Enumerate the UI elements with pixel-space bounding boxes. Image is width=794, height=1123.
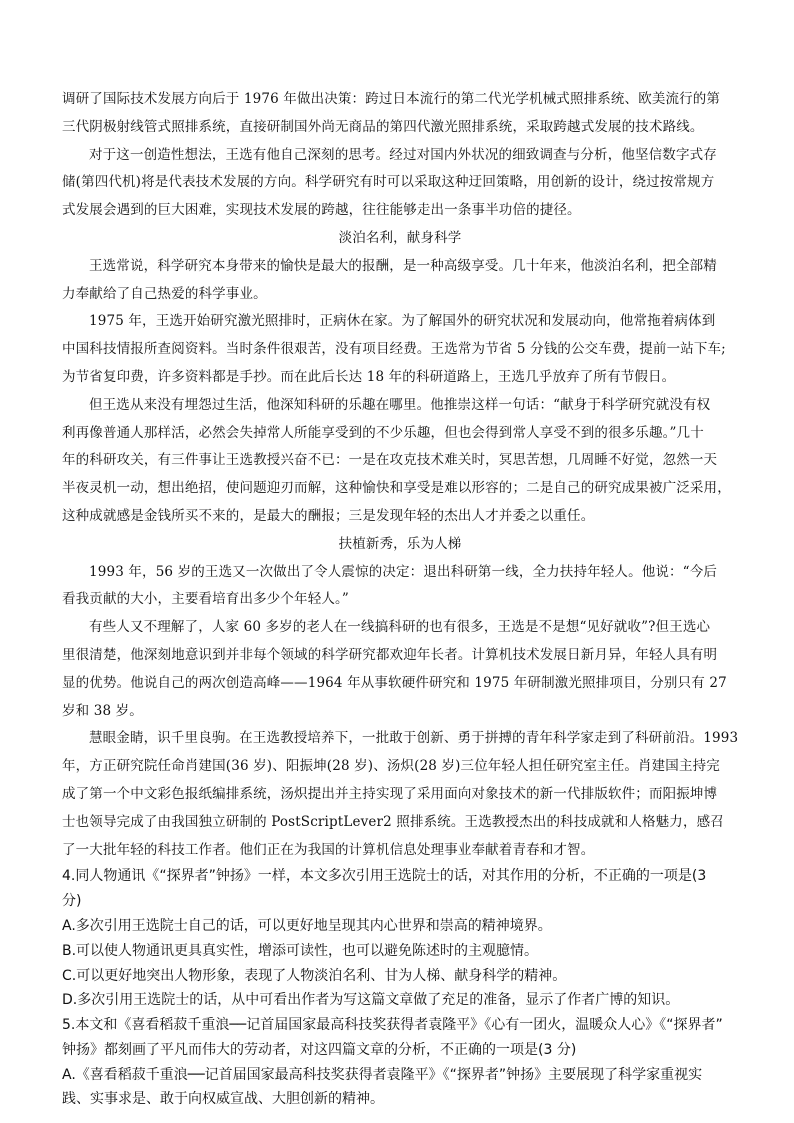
- body-line: 储(第四代机)将是代表技术发展的方向。科学研究有时可以采取这种迂回策略，用创新的设计，绕过按常规方: [62, 174, 715, 191]
- section-heading: 扶植新秀，乐为人梯: [338, 535, 462, 552]
- body-line: 显的优势。他说自己的两次创造高峰——1964 年从事软硬件研究和 1975 年研制激光照排项目，分别只有 27: [62, 674, 727, 691]
- body-line: 但王选从来没有埋怨过生活，他深知科研的乐趣在哪里。他推崇这样一句话：“献身于科学研究就没有权: [89, 396, 711, 413]
- body-line: 半夜灵机一动，想出绝招，使问题迎刃而解，这种愉快和享受是难以形容的；二是自己的研究成果被广泛采用，: [62, 480, 731, 497]
- body-line: 式发展会遇到的巨大困难，实现技术发展的跨越，往往能够走出一条事半功倍的捷径。: [62, 202, 581, 219]
- option-line: A.多次引用王选院士自己的话，可以更好地呈现其内心世界和崇高的精神境界。: [62, 917, 552, 934]
- body-line: 年，方正研究院任命肖建国(36 岁)、阳振坤(28 岁)、汤炽(28 岁)三位年轻人担任研究室主任。肖建国主持完: [62, 758, 720, 775]
- question-line: 钟扬》都刻画了平凡而伟大的劳动者，对这四篇文章的分析，不正确的一项是(3 分): [62, 1041, 577, 1058]
- body-line: 了一大批年轻的科技工作者。他们正在为我国的计算机信息处理事业奉献着青春和才智。: [62, 841, 595, 858]
- body-line: 慧眼金睛，识千里良驹。在王选教授培养下，一批敢于创新、勇于拼搏的青年科学家走到了科研前沿。1993: [89, 730, 739, 747]
- question-line: 5.本文和《喜看稻菽千重浪──记首届国家最高科技奖获得者袁隆平》《心有一团火，温暖众人心》《“探界者”: [62, 1017, 723, 1034]
- body-line: 王选常说，科学研究本身带来的愉快是最大的报酬，是一种高级享受。几十年来，他淡泊名利，把全部精: [89, 257, 717, 274]
- option-line: B.可以使人物通讯更具真实性，增添可读性，也可以避免陈述时的主观臆情。: [62, 942, 539, 959]
- question-line: 分): [62, 893, 82, 910]
- body-line: 成了第一个中文彩色报纸编排系统，汤炽提出并主持实现了采用面向对象技术的新一代排版软件；而阳振坤博: [62, 785, 718, 802]
- body-line: 为节省复印费，许多资料都是手抄。而在此后长达 18 年的科研道路上，王选几乎放弃了所有节假日。: [62, 368, 676, 385]
- body-line: 里很清楚，他深刻地意识到并非每个领域的科学研究都欢迎年长者。计算机技术发展日新月异，年轻人具有明: [62, 646, 718, 663]
- option-line: A.《喜看稻菽千重浪──记首届国家最高科技奖获得者袁隆平》《“探界者”钟扬》主要展现了科学家重视实: [62, 1066, 703, 1083]
- body-line: 岁和 38 岁。: [62, 702, 143, 719]
- body-line: 三代阴极射线管式照排系统，直接研制国外尚无商品的第四代激光照排系统，采取跨越式发展的技术路线。: [62, 118, 704, 135]
- section-heading: 淡泊名利，献身科学: [338, 229, 462, 246]
- question-line: 4.同人物通讯《“探界者”钟扬》一样，本文多次引用王选院士的话，对其作用的分析，不正确的一项是(3: [62, 868, 707, 885]
- option-line: C.可以更好地突出人物形象，表现了人物淡泊名利、甘为人梯、献身科学的精神。: [62, 967, 567, 984]
- body-line: 中国科技情报所查阅资料。当时条件很艰苦，没有项目经费。王选常为节省 5 分钱的公交车费，提前一站下车;: [62, 341, 726, 358]
- body-line: 有些人又不理解了，人家 60 多岁的老人在一线搞科研的也有很多，王选是不是想“见好就收”?但王选心: [89, 619, 711, 636]
- body-line: 士也领导完成了由我国独立研制的 PostScriptLever2 照排系统。王选教授杰出的科技成就和人格魅力，感召: [62, 813, 724, 830]
- option-line: 践、实事求是、敢于向权威宣战、大胆创新的精神。: [62, 1091, 384, 1108]
- body-line: 年的科研攻关，有三件事让王选教授兴奋不已：一是在攻克技术难关时，冥思苦想，几周睡不好觉，忽然一天: [62, 452, 718, 469]
- body-line: 1993 年，56 岁的王选又一次做出了令人震惊的决定：退出科研第一线，全力扶持年轻人。他说：“今后: [89, 563, 718, 580]
- document-page: [62, 86, 738, 1112]
- body-line: 这种成就感是金钱所买不来的，是最大的酬报；三是发现年轻的杰出人才并委之以重任。: [62, 507, 595, 524]
- body-line: 对于这一创造性想法，王选有他自己深刻的思考。经过对国内外状况的细致调查与分析，他坚信数字式存: [89, 146, 717, 163]
- option-line: D.多次引用王选院士的话，从中可看出作者为写这篇文章做了充足的准备，显示了作者广博的知识。: [62, 992, 680, 1009]
- body-line: 看我贡献的大小，主要看培育出多少个年轻人。”: [62, 591, 349, 608]
- body-line: 调研了国际技术发展方向后于 1976 年做出决策：跨过日本流行的第二代光学机械式照排系统、欧美流行的第: [62, 91, 721, 107]
- body-line: 1975 年，王选开始研究激光照排时，正病休在家。为了解国外的研究状况和发展动向，他常拖着病体到: [89, 313, 716, 330]
- body-line: 利再像普通人那样活，必然会失掉常人所能享受到的不少乐趣，但也会得到常人享受不到的很多乐趣。”几十: [62, 424, 704, 441]
- body-line: 力奉献给了自己热爱的科学事业。: [62, 285, 267, 302]
